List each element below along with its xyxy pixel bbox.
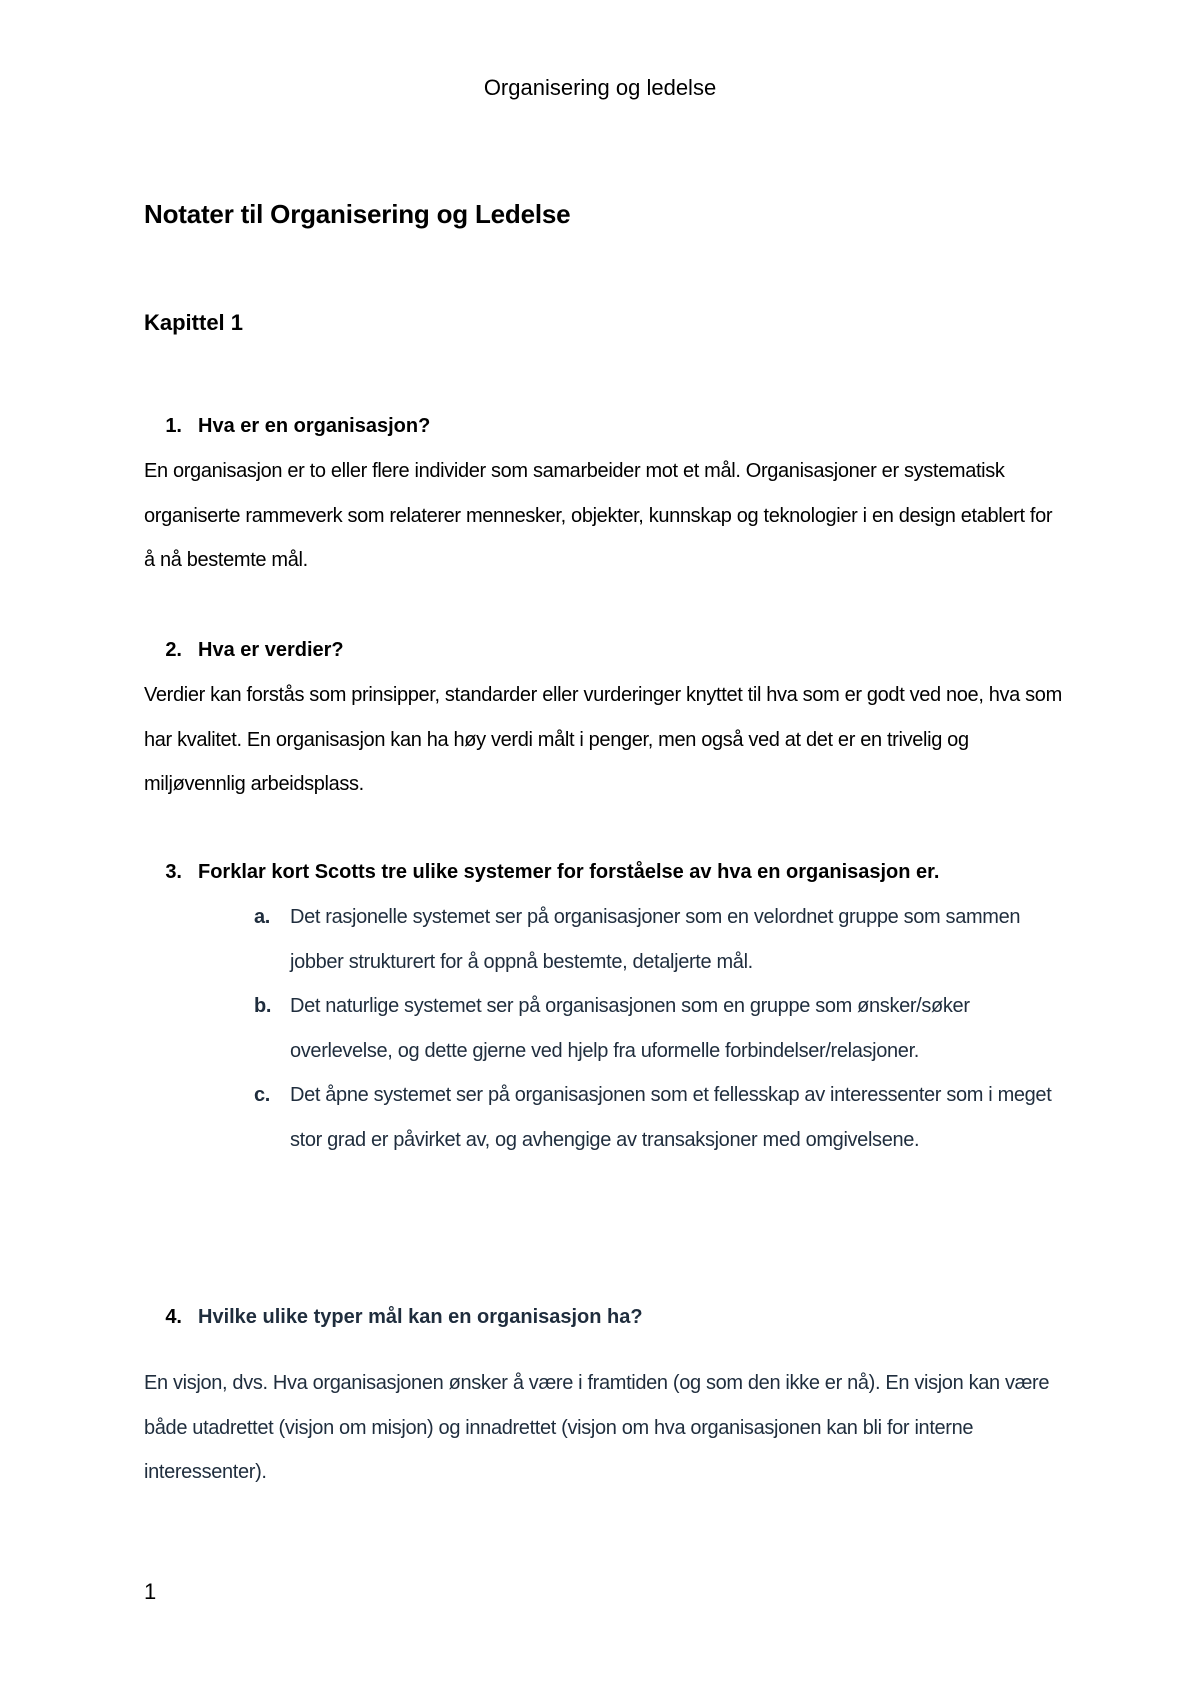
question-number: 4. bbox=[165, 1306, 182, 1328]
list-item-text: Det naturlige systemet ser på organisasjonen som en gruppe som ønsker/søker overlevelse, og dette gjerne ved hjelp fra uformelle forbindelser/relasjoner. bbox=[290, 995, 970, 1062]
list-item bbox=[254, 1073, 1064, 1162]
question-text: Hva er verdier? bbox=[198, 639, 344, 661]
question-2 bbox=[144, 636, 1064, 664]
scott-systems-list bbox=[254, 895, 1064, 1162]
list-item-letter: c. bbox=[254, 1084, 270, 1106]
document-title: Notater til Organisering og Ledelse bbox=[144, 199, 571, 229]
question-text: Hvilke ulike typer mål kan en organisasjon ha? bbox=[198, 1306, 643, 1328]
list-item-text: Det åpne systemet ser på organisasjonen som et fellesskap av interessenter som i meget stor grad er påvirket av, og avhengige av transaksjoner med omgivelsene. bbox=[290, 1084, 1052, 1151]
running-header: Organisering og ledelse bbox=[483, 75, 717, 100]
list-item-letter: b. bbox=[254, 995, 272, 1017]
question-1 bbox=[144, 412, 1064, 440]
list-item bbox=[254, 895, 1064, 984]
list-item-text: Det rasjonelle systemet ser på organisasjoner som en velordnet gruppe som sammen jobber strukturert for å oppnå bestemte, detaljerte mål. bbox=[290, 906, 1021, 973]
question-3 bbox=[144, 858, 1064, 886]
answer-2: Verdier kan forstås som prinsipper, standarder eller vurderinger knyttet til hva som er godt ved noe, hva som har kvalitet. En organisasjon kan ha høy verdi målt i penger, men også ved at det er en trivelig og miljøvennlig arbeidsplass. bbox=[144, 684, 1062, 795]
list-item bbox=[254, 984, 1064, 1073]
question-text: Forklar kort Scotts tre ulike systemer for forståelse av hva en organisasjon er. bbox=[198, 861, 940, 883]
list-item-letter: a. bbox=[254, 906, 270, 928]
chapter-heading: Kapittel 1 bbox=[144, 310, 244, 335]
question-number: 3. bbox=[165, 861, 182, 883]
answer-1: En organisasjon er to eller flere individer som samarbeider mot et mål. Organisasjoner er systematisk organiserte rammeverk som relaterer mennesker, objekter, kunnskap og teknologier i en design etablert for å nå bestemte mål. bbox=[144, 460, 1053, 571]
question-4 bbox=[144, 1303, 1064, 1331]
page-number: 1 bbox=[144, 1579, 157, 1604]
answer-4: En visjon, dvs. Hva organisasjonen ønsker å være i framtiden (og som den ikke er nå). En visjon kan være både utadrettet (visjon om misjon) og innadrettet (visjon om hva organisasjonen kan bli for interne interessenter). bbox=[144, 1372, 1050, 1483]
question-number: 2. bbox=[165, 639, 182, 661]
question-number: 1. bbox=[165, 415, 182, 437]
question-text: Hva er en organisasjon? bbox=[198, 415, 431, 437]
